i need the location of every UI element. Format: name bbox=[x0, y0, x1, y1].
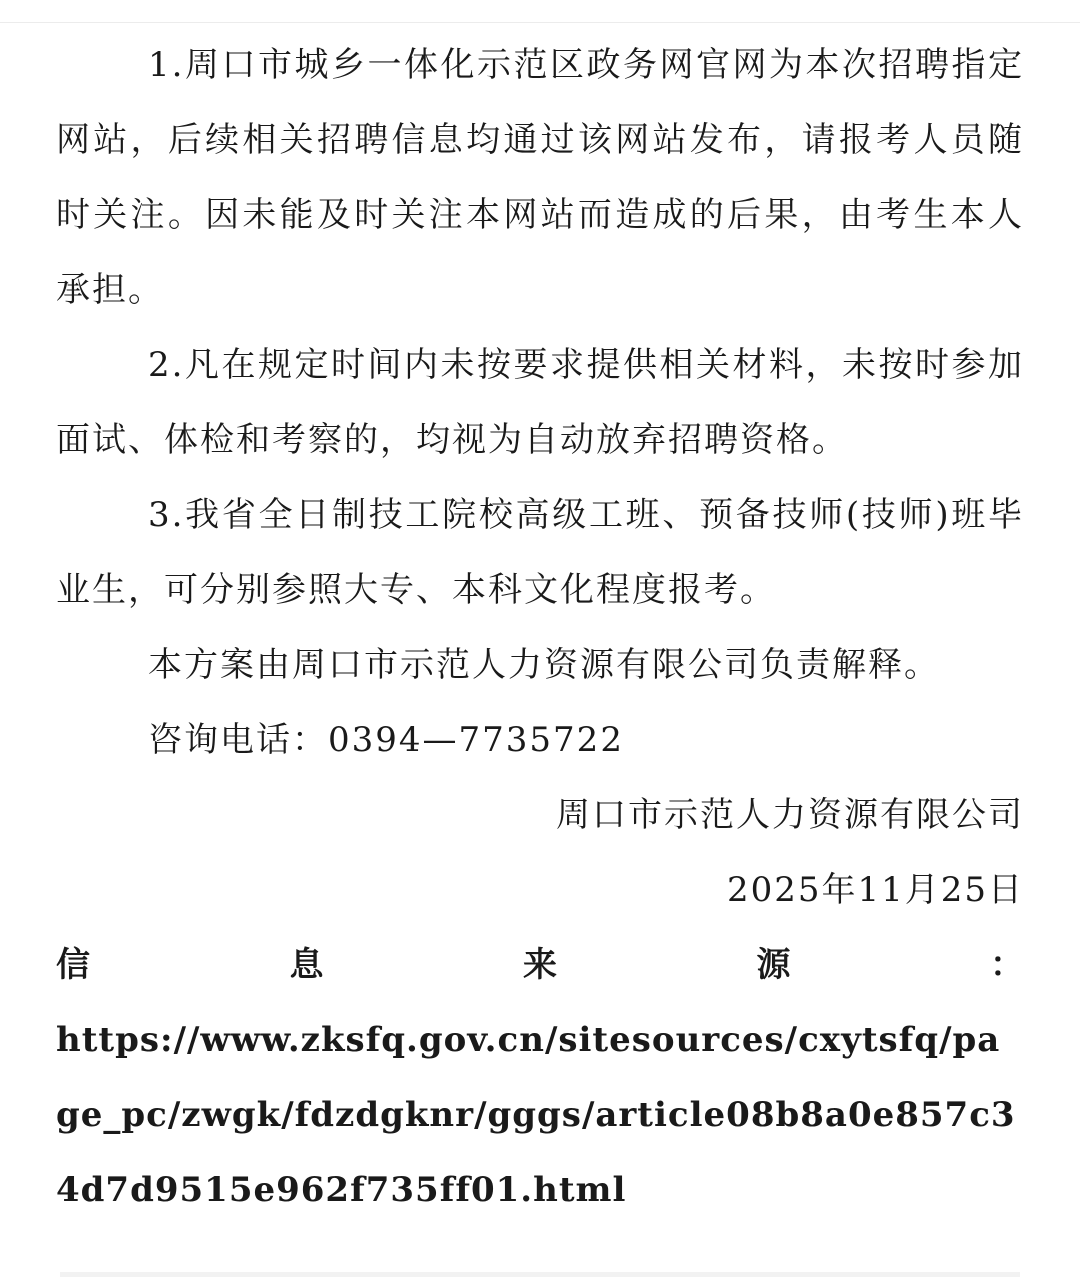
top-divider bbox=[0, 22, 1080, 23]
source-label-char: 信 bbox=[56, 945, 90, 985]
source-label-char: 源 bbox=[756, 945, 791, 985]
interpretation-note: 本方案由周口市示范人力资源有限公司负责解释。 bbox=[148, 645, 940, 685]
source-label-char: 来 bbox=[523, 945, 557, 985]
article-body bbox=[56, 28, 1024, 1228]
signature-company: 周口市示范人力资源有限公司 bbox=[556, 795, 1024, 835]
signature-date: 2025年11月25日 bbox=[726, 870, 1024, 910]
source-url-link[interactable]: https://www.zksfq.gov.cn/sitesources/cxytsfq/page_pc/zwgk/fdzdgknr/gggs/article08b8a0e857c34d7d9515e962f735ff01.html bbox=[56, 1020, 1016, 1210]
source-label-char: ： bbox=[990, 945, 1024, 985]
note-1: 1.周口市城乡一体化示范区政务网官网为本次招聘指定网站，后续相关招聘信息均通过该网站发布，请报考人员随时关注。因未能及时关注本网站而造成的后果，由考生本人承担。 bbox=[56, 45, 1024, 310]
note-2: 2.凡在规定时间内未按要求提供相关材料，未按时参加面试、体检和考察的，均视为自动放弃招聘资格。 bbox=[56, 345, 1024, 460]
source-label bbox=[56, 928, 1024, 1003]
source-label-char: 息 bbox=[289, 945, 324, 985]
contact-phone: 咨询电话：0394—7735722 bbox=[148, 720, 624, 760]
note-3: 3.我省全日制技工院校高级工班、预备技师(技师)班毕业生，可分别参照大专、本科文化程度报考。 bbox=[56, 495, 1024, 610]
bottom-divider bbox=[60, 1272, 1020, 1277]
